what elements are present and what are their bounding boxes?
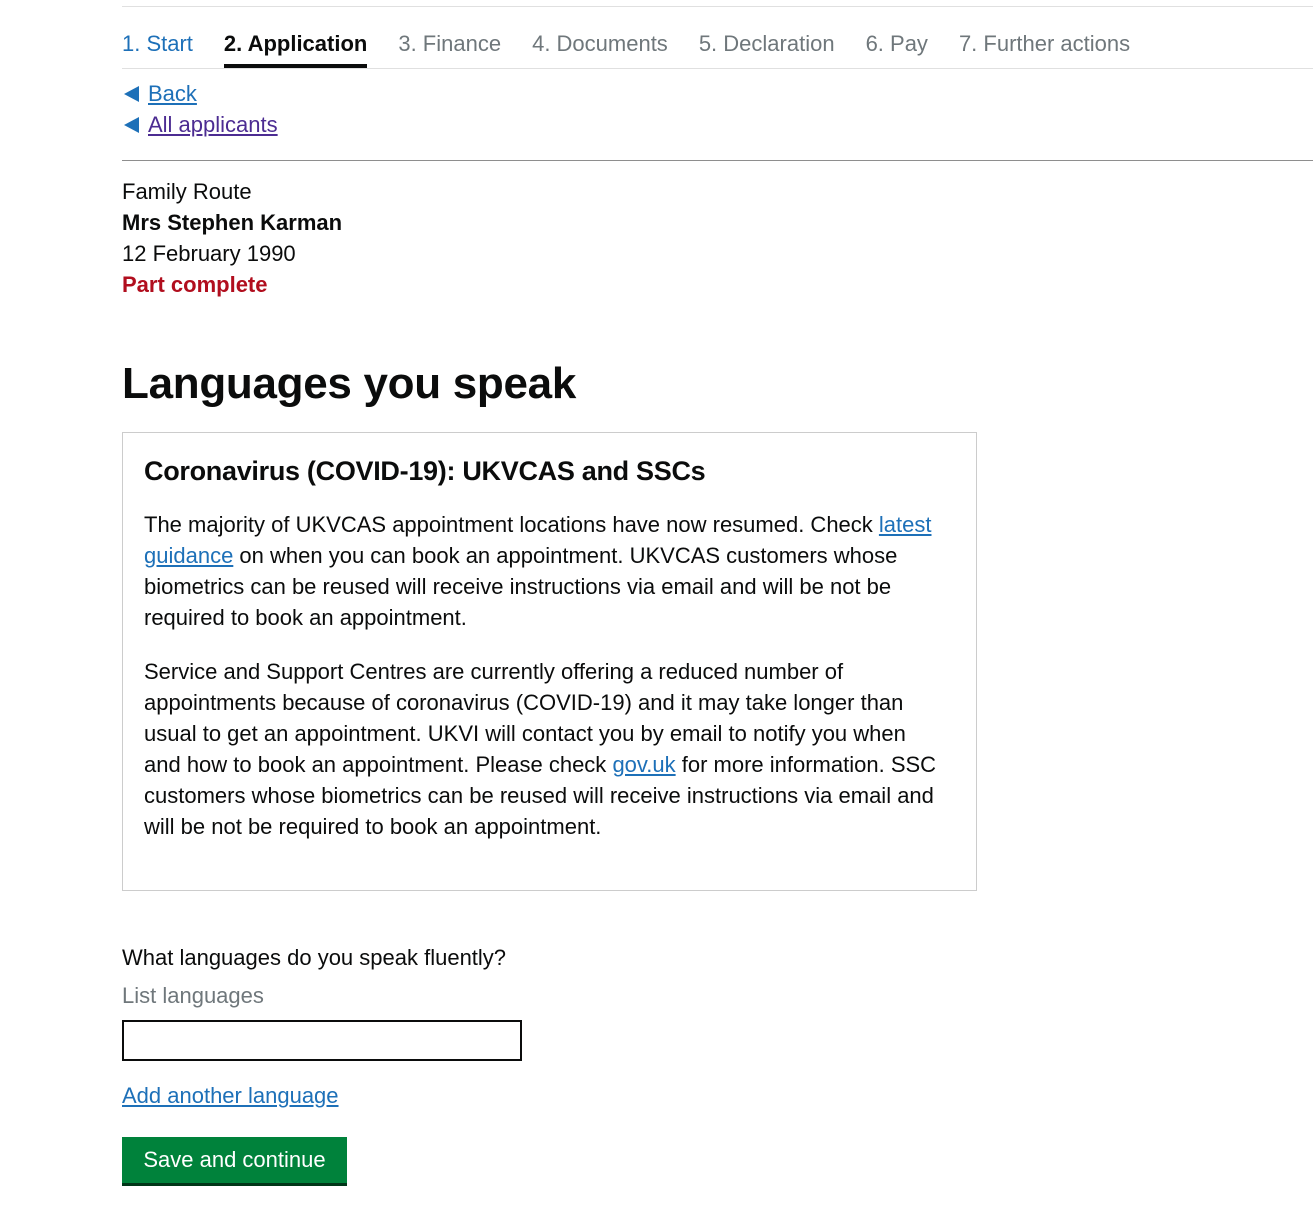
all-applicants-link-row xyxy=(122,109,278,140)
applicant-dob: 12 February 1990 xyxy=(122,241,296,266)
applicant-route: Family Route xyxy=(122,179,252,204)
page-title: Languages you speak xyxy=(122,359,577,408)
notice-p2-text-start: Service and Support Centres are currently offering a reduced number of appointments because of coronavirus (COVID-19) and it may take longer than usual to get an appointment. UKVI will contact you by email to notify you when and how to book an appointment. Please check xyxy=(144,659,906,777)
language-input[interactable] xyxy=(122,1020,522,1061)
triangle-left-icon xyxy=(124,117,139,133)
section-divider xyxy=(122,160,1313,161)
step-start[interactable]: 1. Start xyxy=(122,31,193,56)
notice-p1-text-end: on when you can book an appointment. UKVCAS customers whose biometrics can be reused will receive instructions via email and will be not be required to book an appointment. xyxy=(144,543,898,630)
covid-notice xyxy=(122,432,977,891)
notice-paragraph-2 xyxy=(144,656,944,842)
notice-title: Coronavirus (COVID-19): UKVCAS and SSCs xyxy=(144,456,706,486)
languages-hint: List languages xyxy=(122,983,264,1008)
progress-steps xyxy=(122,24,1313,69)
step-further-actions: 7. Further actions xyxy=(958,31,1131,56)
back-links xyxy=(122,78,278,140)
step-application[interactable]: 2. Application xyxy=(224,24,367,68)
applicant-summary xyxy=(122,176,342,300)
add-another-language-link[interactable]: Add another language xyxy=(122,1083,339,1108)
top-divider xyxy=(122,6,1313,7)
gov-uk-link[interactable]: gov.uk xyxy=(612,752,676,777)
latest-guidance-link[interactable]: latest guidance xyxy=(144,512,932,568)
applicant-name: Mrs Stephen Karman xyxy=(122,210,343,235)
back-link-row xyxy=(122,78,278,109)
all-applicants-link[interactable]: All applicants xyxy=(148,112,278,137)
back-link[interactable]: Back xyxy=(148,81,197,106)
notice-paragraph-1 xyxy=(144,509,944,633)
notice-p2-text-end: for more information. SSC customers whose biometrics can be reused will receive instructions via email and will be not be required to book an appointment. xyxy=(144,752,937,839)
triangle-left-icon xyxy=(124,86,139,102)
step-declaration: 5. Declaration xyxy=(698,31,835,56)
status-badge: Part complete xyxy=(122,272,268,297)
save-and-continue-button[interactable]: Save and continue xyxy=(122,1137,347,1183)
step-documents: 4. Documents xyxy=(532,31,668,56)
step-finance: 3. Finance xyxy=(398,31,502,56)
languages-question: What languages do you speak fluently? xyxy=(122,945,507,970)
step-pay: 6. Pay xyxy=(865,31,928,56)
notice-p1-text-start: The majority of UKVCAS appointment locations have now resumed. Check xyxy=(144,512,879,537)
